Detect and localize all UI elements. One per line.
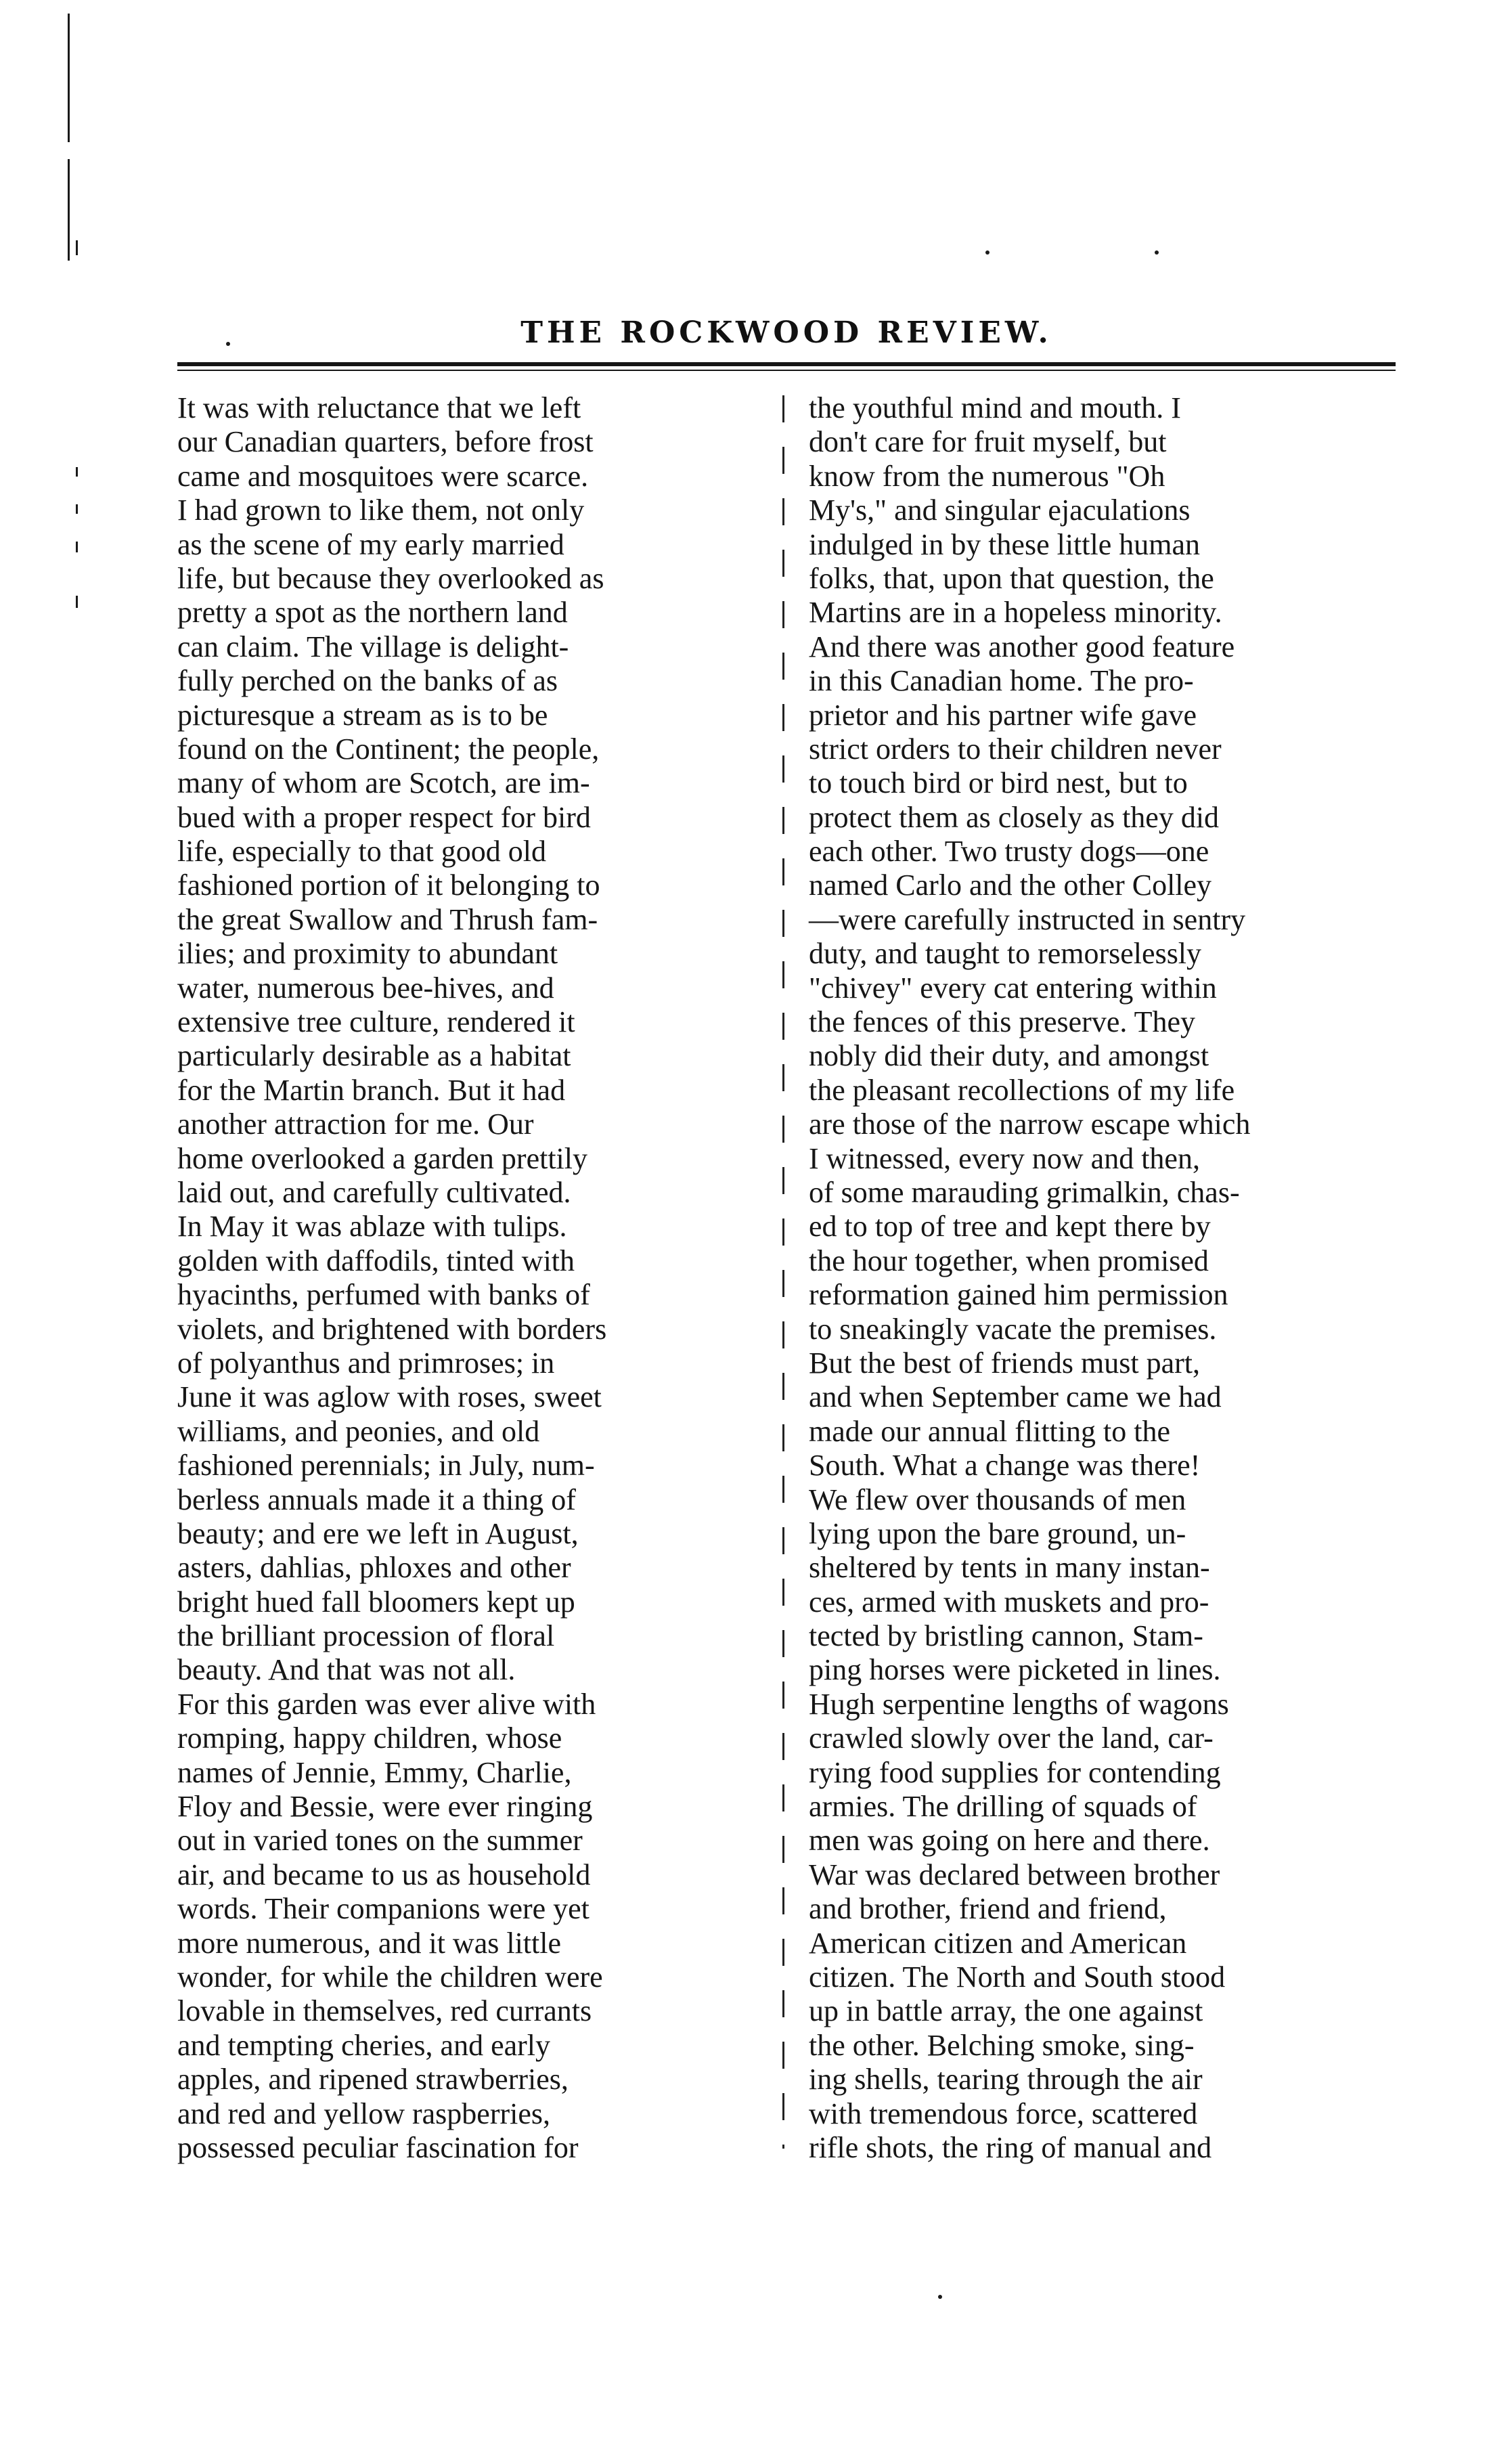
text-line: came and mosquitoes were scarce.	[177, 459, 589, 493]
text-line: air, and became to us as household	[177, 1858, 591, 1891]
scan-mark	[76, 467, 78, 477]
text-line: don't care for fruit myself, but	[809, 425, 1167, 459]
text-line: home overlooked a garden prettily	[177, 1141, 588, 1175]
text-line: apples, and ripened strawberries,	[177, 2063, 569, 2096]
left-column-text	[177, 391, 759, 2165]
ink-speck	[1155, 250, 1159, 255]
text-line: possessed peculiar fascination for	[177, 2130, 579, 2164]
text-line: picturesque a stream as is to be	[177, 698, 548, 732]
text-line: lying upon the bare ground, un-	[809, 1516, 1186, 1550]
text-line: duty, and taught to remorselessly	[809, 937, 1202, 971]
text-line: My's," and singular ejaculations	[809, 493, 1191, 527]
text-line: the hour together, when promised	[809, 1244, 1209, 1277]
text-line: named Carlo and the other Colley	[809, 869, 1212, 902]
text-line: can claim. The village is delight-	[177, 630, 569, 663]
text-line: —were carefully instructed in sentry	[809, 902, 1246, 936]
text-line: folks, that, upon that question, the	[809, 561, 1214, 595]
text-line: tected by bristling cannon, Stam-	[809, 1619, 1203, 1653]
text-line: ilies; and proximity to abundant	[177, 937, 558, 971]
text-line: beauty. And that was not all.	[177, 1653, 516, 1687]
text-line: more numerous, and it was little	[177, 1926, 561, 1960]
text-line: prietor and his partner wife gave	[809, 698, 1197, 732]
text-line: protect them as closely as they did	[809, 800, 1220, 834]
text-line: ping horses were picketed in lines.	[809, 1653, 1221, 1687]
text-line: reformation gained him permission	[809, 1278, 1228, 1312]
right-column-text	[809, 391, 1391, 2165]
text-line: strict orders to their children never	[809, 732, 1222, 766]
text-line: many of whom are Scotch, are im-	[177, 766, 590, 800]
text-line: ces, armed with muskets and pro-	[809, 1585, 1209, 1619]
text-line: another attraction for me. Our	[177, 1107, 534, 1141]
scan-mark	[68, 159, 70, 261]
text-line: life, especially to that good old	[177, 835, 546, 869]
text-line: wonder, for while the children were	[177, 1960, 603, 1994]
text-line: the great Swallow and Thrush fam-	[177, 902, 598, 936]
text-line: nobly did their duty, and amongst	[809, 1039, 1209, 1073]
scan-mark	[76, 542, 78, 552]
text-line: and when September came we had	[809, 1380, 1222, 1414]
scan-mark	[76, 504, 78, 514]
text-line: crawled slowly over the land, car-	[809, 1721, 1214, 1755]
text-line: hyacinths, perfumed with banks of	[177, 1278, 590, 1312]
text-line: for the Martin branch. But it had	[177, 1073, 566, 1107]
text-line: But the best of friends must part,	[809, 1346, 1201, 1380]
text-line: June it was aglow with roses, sweet	[177, 1380, 602, 1414]
text-line: beauty; and ere we left in August,	[177, 1516, 579, 1550]
text-line: ed to top of tree and kept there by	[809, 1210, 1211, 1244]
text-line: and brother, friend and friend,	[809, 1892, 1167, 1926]
text-line: rifle shots, the ring of manual and	[809, 2130, 1212, 2164]
text-line: I witnessed, every now and then,	[809, 1141, 1200, 1175]
running-header	[177, 315, 1396, 351]
text-line: of polyanthus and primroses; in	[177, 1346, 555, 1380]
text-line: fashioned portion of it belonging to	[177, 869, 600, 902]
text-line: life, but because they overlooked as	[177, 561, 604, 595]
text-line: It was with reluctance that we left	[177, 391, 581, 424]
text-line: particularly desirable as a habitat	[177, 1039, 571, 1073]
text-line: South. What a change was there!	[809, 1449, 1201, 1482]
text-line: sheltered by tents in many instan-	[809, 1551, 1210, 1585]
text-line: American citizen and American	[809, 1926, 1187, 1960]
text-line: golden with daffodils, tinted with	[177, 1244, 575, 1277]
text-line: armies. The drilling of squads of	[809, 1790, 1197, 1824]
text-line: berless annuals made it a thing of	[177, 1482, 576, 1516]
header-rule-thin	[177, 370, 1396, 371]
text-line: of some marauding grimalkin, chas-	[809, 1175, 1240, 1209]
text-line: words. Their companions were yet	[177, 1892, 590, 1926]
text-line: williams, and peonies, and old	[177, 1414, 540, 1448]
ink-speck	[938, 2295, 942, 2299]
text-line: out in varied tones on the summer	[177, 1824, 583, 1858]
text-line: know from the numerous "Oh	[809, 459, 1165, 493]
text-line: and red and yellow raspberries,	[177, 2096, 551, 2130]
text-line: In May it was ablaze with tulips.	[177, 1210, 567, 1244]
text-line: citizen. The North and South stood	[809, 1960, 1226, 1994]
text-line: indulged in by these little human	[809, 527, 1201, 561]
text-line: the brilliant procession of floral	[177, 1619, 555, 1653]
text-line: fully perched on the banks of as	[177, 664, 558, 698]
text-line: the fences of this preserve. They	[809, 1005, 1195, 1039]
text-line: For this garden was ever alive with	[177, 1687, 596, 1721]
text-line: our Canadian quarters, before frost	[177, 425, 594, 459]
text-line: are those of the narrow escape which	[809, 1107, 1251, 1141]
text-line: found on the Continent; the people,	[177, 732, 600, 766]
text-line: bright hued fall bloomers kept up	[177, 1585, 575, 1619]
text-line: rying food supplies for contending	[809, 1755, 1221, 1789]
text-line: each other. Two trusty dogs—one	[809, 835, 1209, 869]
page-title: THE ROCKWOOD REVIEW.	[520, 315, 1052, 350]
text-line: up in battle array, the one against	[809, 1994, 1203, 2028]
scan-mark	[76, 240, 78, 255]
text-line: romping, happy children, whose	[177, 1721, 562, 1755]
text-line: ing shells, tearing through the air	[809, 2063, 1203, 2096]
text-line: laid out, and carefully cultivated.	[177, 1175, 571, 1209]
text-line: Floy and Bessie, were ever ringing	[177, 1790, 593, 1824]
text-line: We flew over thousands of men	[809, 1482, 1186, 1516]
text-line: extensive tree culture, rendered it	[177, 1005, 575, 1039]
text-line: and tempting cheries, and early	[177, 2028, 551, 2062]
scan-mark	[76, 596, 78, 608]
text-line: Martins are in a hopeless minority.	[809, 596, 1222, 630]
text-line: bued with a proper respect for bird	[177, 800, 591, 834]
scan-mark	[68, 14, 70, 142]
text-line: the pleasant recollections of my life	[809, 1073, 1235, 1107]
text-line: men was going on here and there.	[809, 1824, 1210, 1858]
column-divider	[782, 395, 784, 2149]
text-line: violets, and brightened with borders	[177, 1312, 607, 1346]
text-line: to sneakingly vacate the premises.	[809, 1312, 1217, 1346]
text-line: to touch bird or bird nest, but to	[809, 766, 1188, 800]
text-line: lovable in themselves, red currants	[177, 1994, 592, 2028]
text-line: asters, dahlias, phloxes and other	[177, 1551, 571, 1585]
text-line: War was declared between brother	[809, 1858, 1220, 1891]
text-line: fashioned perennials; in July, num-	[177, 1449, 595, 1482]
text-line: in this Canadian home. The pro-	[809, 664, 1194, 698]
text-line: as the scene of my early married	[177, 527, 564, 561]
text-line: the other. Belching smoke, sing-	[809, 2028, 1195, 2062]
text-line: And there was another good feature	[809, 630, 1235, 663]
text-line: I had grown to like them, not only	[177, 493, 585, 527]
text-line: water, numerous bee-hives, and	[177, 971, 554, 1005]
text-line: pretty a spot as the northern land	[177, 596, 568, 630]
ink-speck	[985, 250, 990, 255]
text-line: Hugh serpentine lengths of wagons	[809, 1687, 1229, 1721]
text-line: "chivey" every cat entering within	[809, 971, 1217, 1005]
text-line: with tremendous force, scattered	[809, 2096, 1198, 2130]
text-line: names of Jennie, Emmy, Charlie,	[177, 1755, 572, 1789]
header-rule-thick	[177, 362, 1396, 366]
text-line: the youthful mind and mouth. I	[809, 391, 1181, 424]
text-line: made our annual flitting to the	[809, 1414, 1170, 1448]
